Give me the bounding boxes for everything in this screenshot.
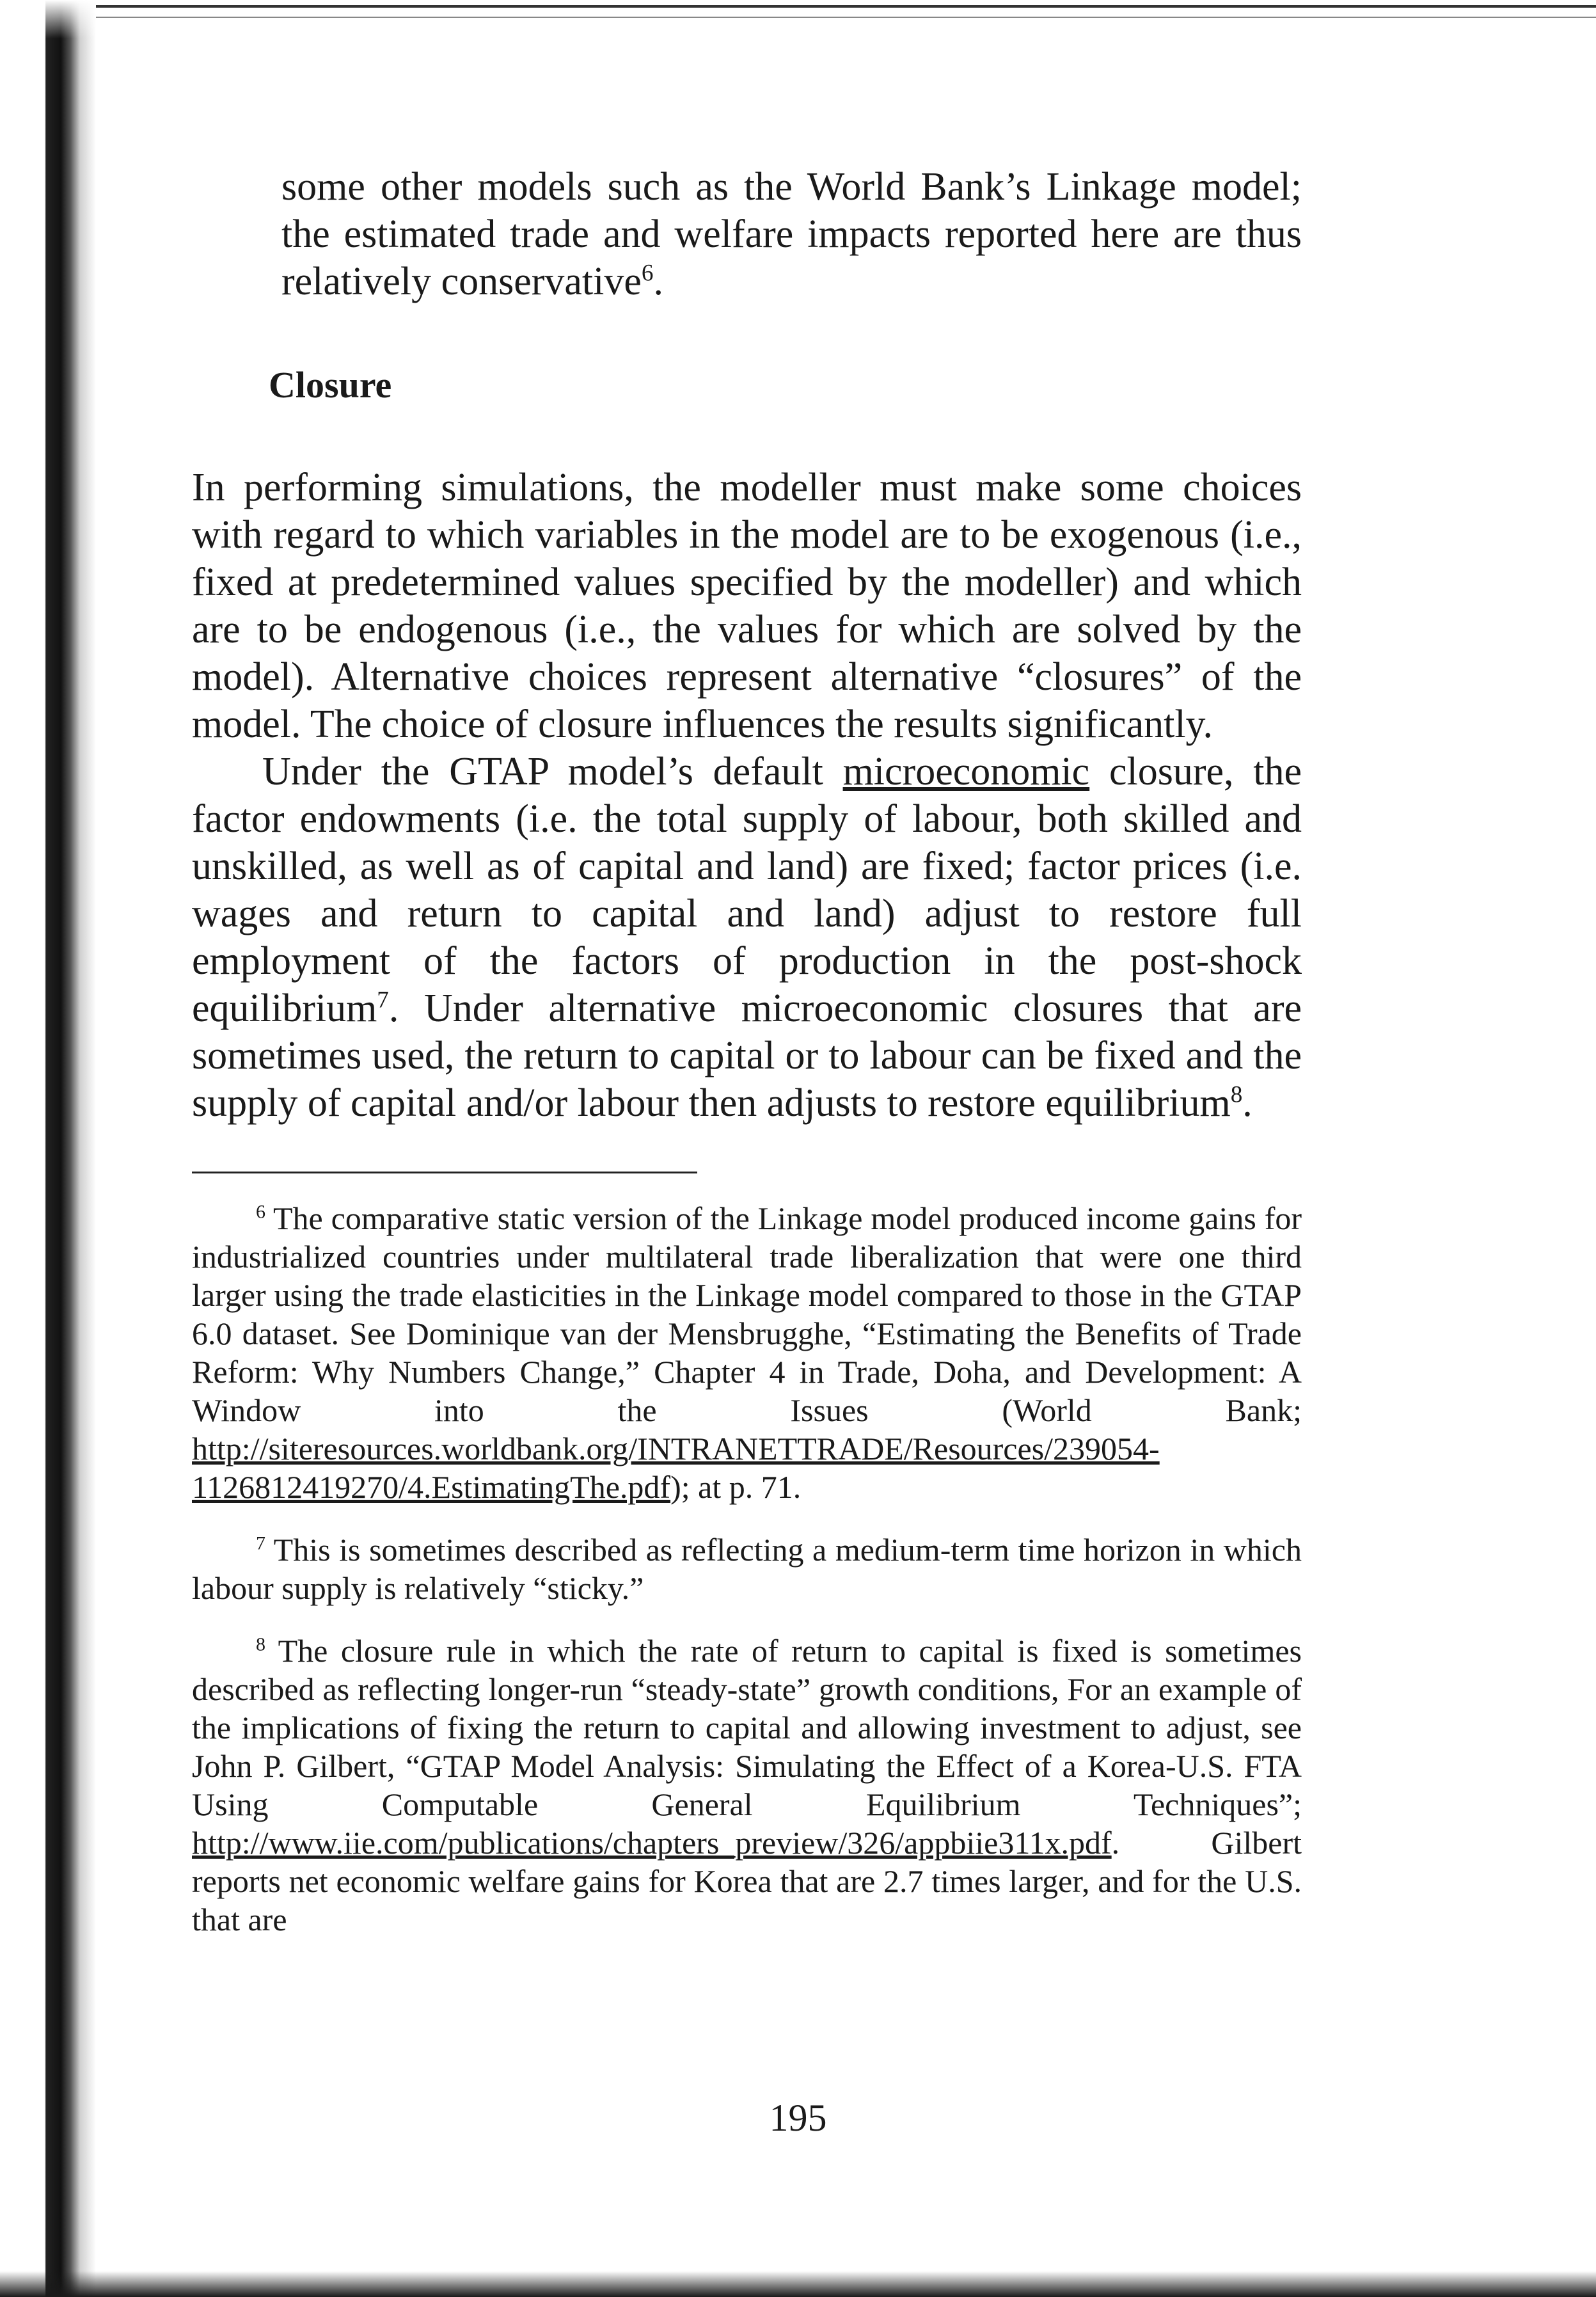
footnote-link[interactable]: http://siteresources.worldbank.org/INTRANETTRADE/Resources/239054-1126812419270/4.EstimatingThe.pdf — [192, 1431, 1160, 1505]
closure-paragraph: In performing simulations, the modeller must make some choices with regard to which variables in the model are to be exogenous (i.e., fixed at predetermined values specified by the modeller) and which are to be endogenous (i.e., the values for which are solved by the model). Alternative choices represent alternative “closures” of the model. The choice of closure influences the results significantly. — [192, 466, 1302, 746]
footnote-link[interactable]: http://www.iie.com/publications/chapters_preview/326/appbiie311x.pdf — [192, 1825, 1112, 1861]
footnote-ref-6: 6 — [641, 260, 654, 287]
gtap-text-2: closure, the factor endowments (i.e. the total supply of labour, both skilled and unskilled, as well as of capital and land) are fixed; factor prices (i.e. wages and return to capital and land) adjust to restore full employment of the factors of production in the post-shock equilibrium — [192, 750, 1302, 1030]
text-column — [192, 163, 1302, 1939]
gtap-closure-paragraph — [192, 748, 1302, 1127]
footnote-text: The closure rule in which the rate of return to capital is fixed is sometimes described as reflecting longer-run “steady-state” growth conditions, For an example of the implications of fixing the return to capital and allowing investment to adjust, see John P. Gilbert, “GTAP Model Analysis: Simulating the Effect of a Korea-U.S. FTA Using Computable General Equilibrium Techniques”; — [192, 1633, 1302, 1822]
page-number: 195 — [769, 2097, 827, 2139]
gtap-text-1: Under the GTAP model’s default — [262, 750, 843, 793]
footnote-text-end: ); at p. 71. — [670, 1469, 802, 1505]
top-edge-rule — [83, 5, 1596, 18]
book-binding-shadow — [0, 0, 96, 2297]
footnote-text: This is sometimes described as reflecting a medium-term time horizon in which labour supply is relatively “sticky.” — [192, 1532, 1302, 1606]
underlined-term: microeconomic — [842, 750, 1090, 793]
footnote-6 — [192, 1199, 1302, 1506]
bottom-edge-shadow — [0, 2239, 1596, 2297]
gtap-text-end: . — [1242, 1081, 1252, 1125]
continued-paragraph-end: . — [653, 260, 663, 303]
footnote-separator — [192, 1172, 697, 1173]
footnote-text: The comparative static version of the Linkage model produced income gains for industrialized countries under multilateral trade liberalization that were one third larger using the trade elasticities in the Linkage model compared to those in the GTAP 6.0 dataset. See Dominique van der Mensbrugghe, “Estimating the Benefits of Trade Reform: Why Numbers Change,” Chapter 4 in Trade, Doha, and Development: A Window into the Issues (World Bank; — [192, 1200, 1302, 1428]
footnote-marker: 6 — [256, 1201, 265, 1223]
footnote-marker: 7 — [256, 1532, 265, 1554]
binding-fade — [0, 0, 96, 38]
footnote-8 — [192, 1632, 1302, 1939]
footnote-ref-8: 8 — [1230, 1081, 1243, 1108]
gtap-text-3: . Under alternative microeconomic closures that are sometimes used, the return to capital or to labour can be fixed and the supply of capital and/or labour then adjusts to restore equilibrium — [192, 987, 1302, 1125]
continued-paragraph — [192, 163, 1302, 305]
section-heading: Closure — [269, 364, 392, 406]
footnote-7 — [192, 1530, 1302, 1607]
footnote-text-end: . Gilbert reports net economic welfare gains for Korea that are 2.7 times larger, and for the U.S. that are — [192, 1825, 1302, 1937]
footnote-ref-7: 7 — [377, 987, 389, 1013]
continued-paragraph-text: some other models such as the World Bank’s Linkage model; the estimated trade and welfare impacts reported here are thus relatively conservative — [281, 165, 1302, 303]
footnote-marker: 8 — [256, 1633, 265, 1655]
